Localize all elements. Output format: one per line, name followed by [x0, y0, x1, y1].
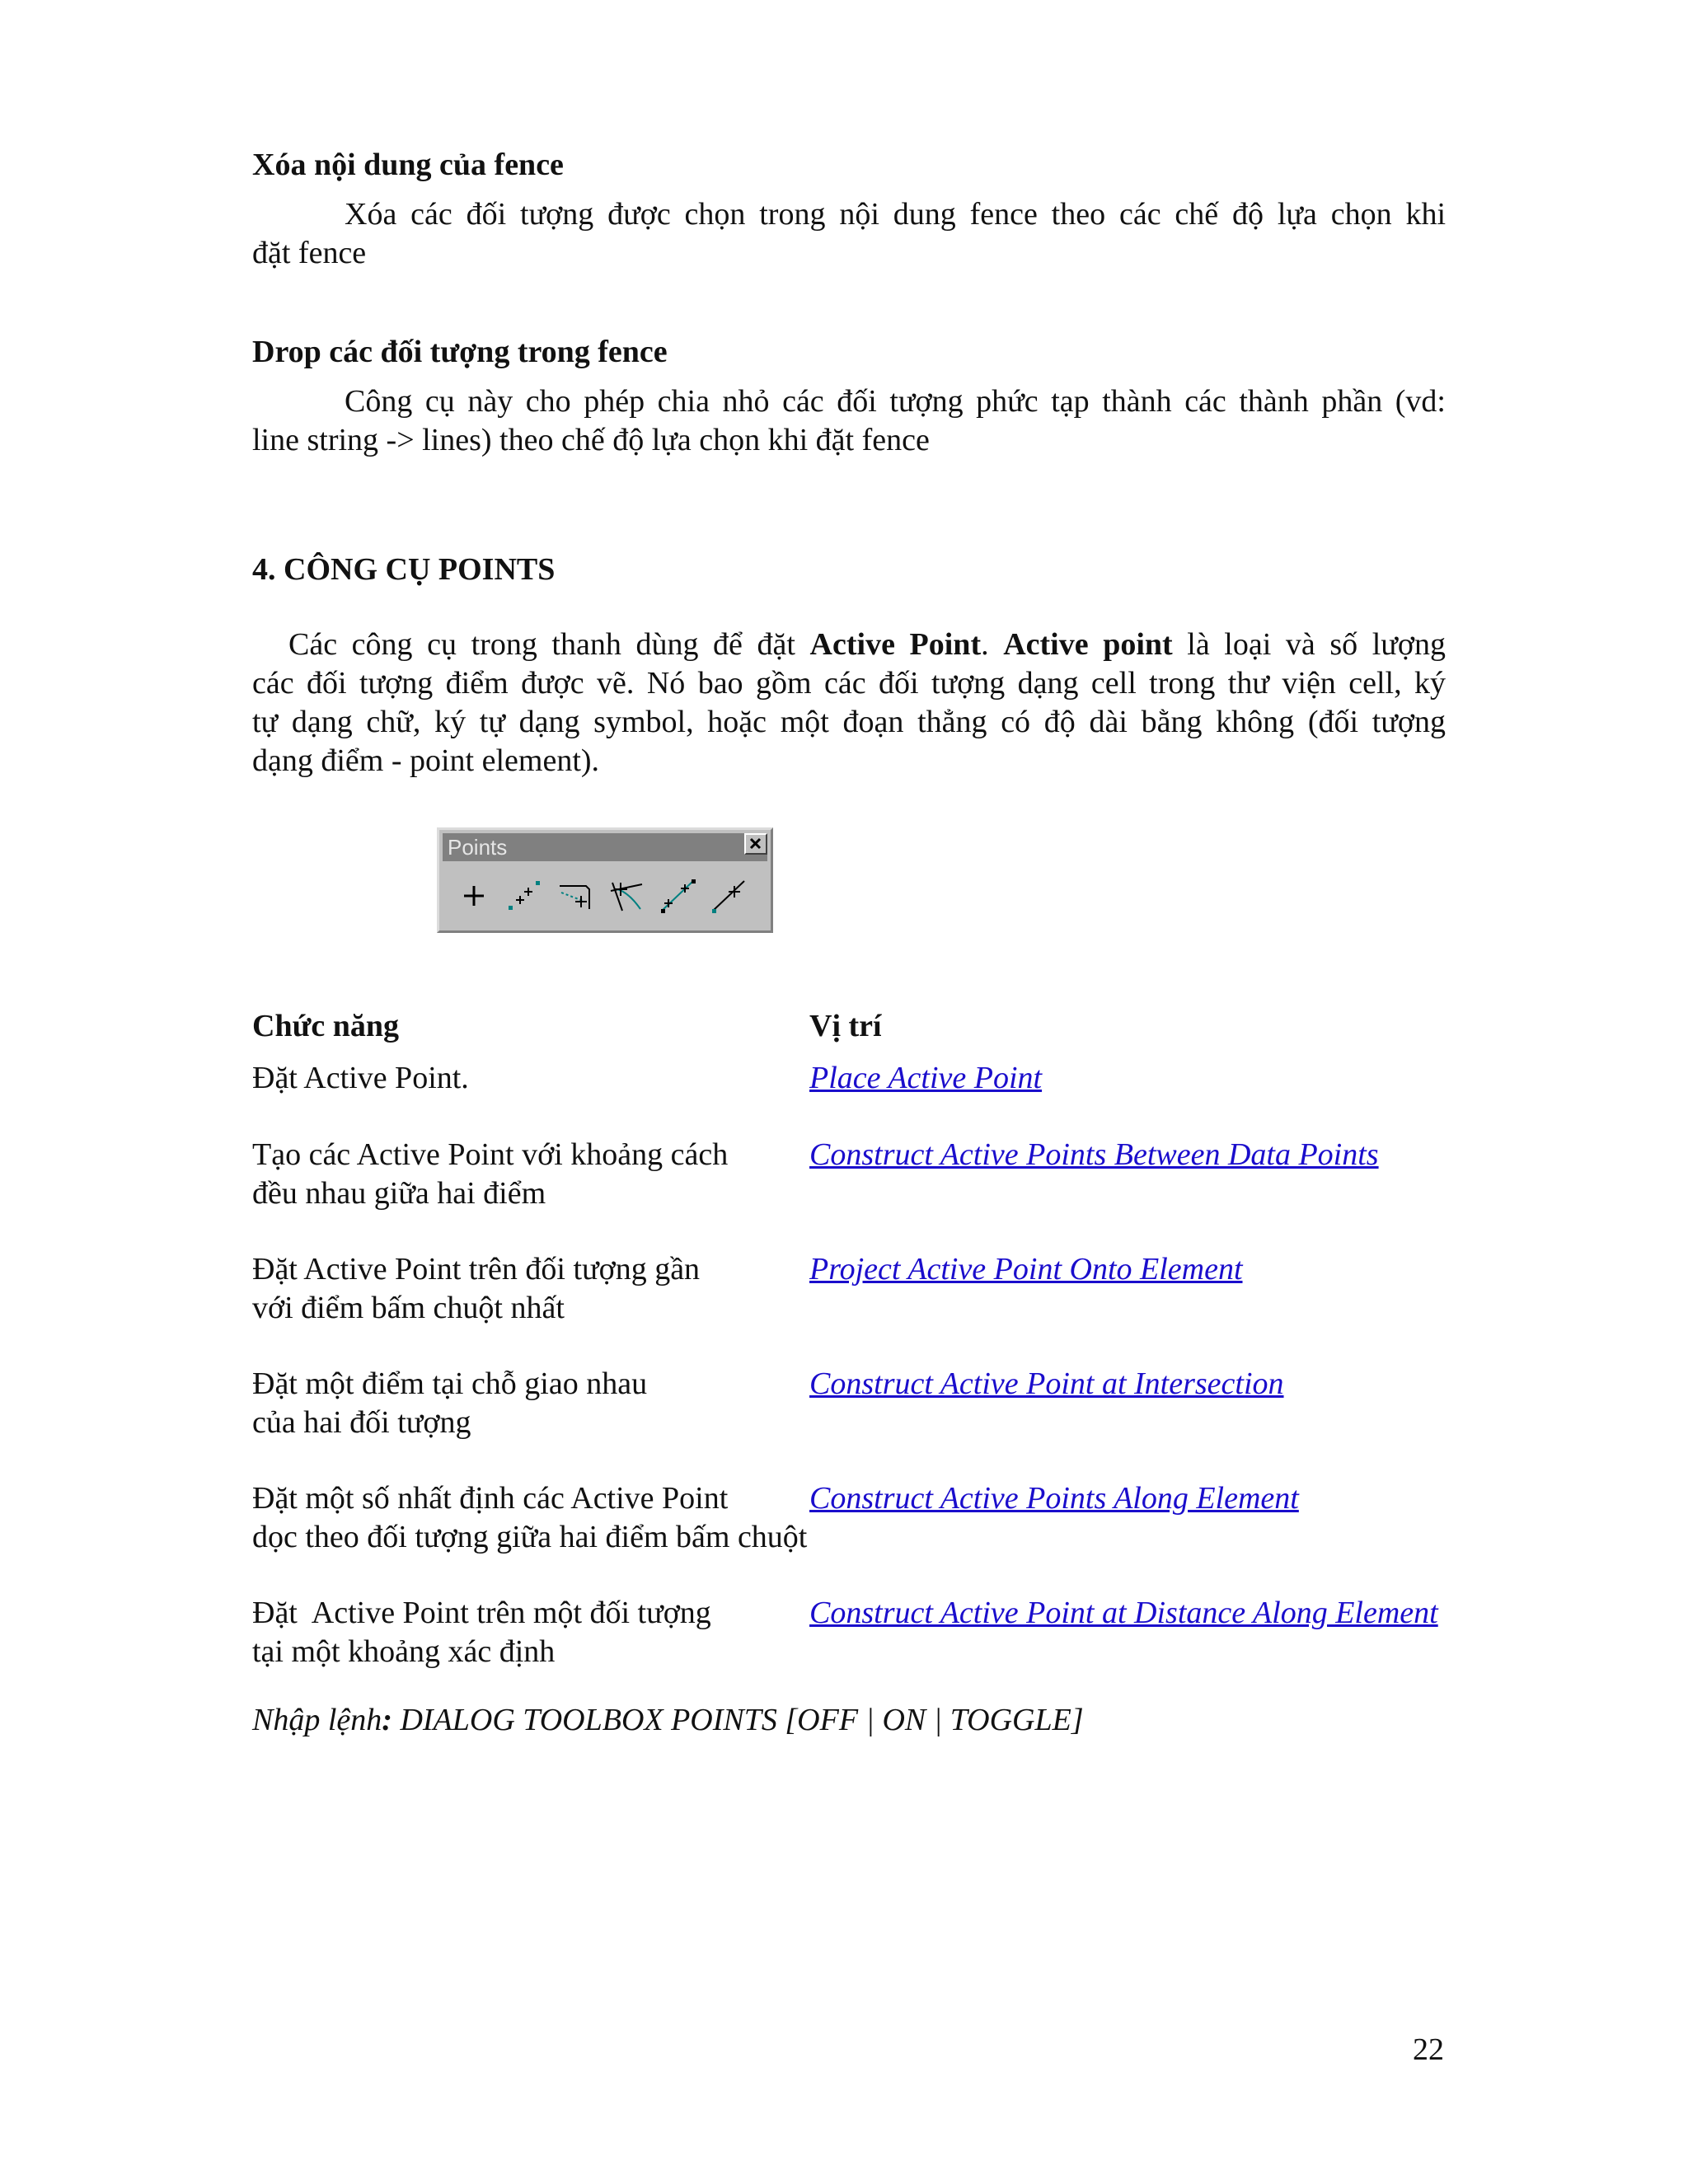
- table-row-function: Đặt Active Point trên đối tượng gần với điểm bấm chuột nhất: [252, 1252, 701, 1325]
- toolbar-title-bar[interactable]: [443, 833, 767, 861]
- table-header-location: Vị trí: [809, 1009, 882, 1043]
- intersection-point-icon[interactable]: [604, 873, 650, 919]
- points-along-element-icon[interactable]: [655, 873, 701, 919]
- section-body-delete-fence: Xóa các đối tượng được chọn trong nội dung fence theo các chế độ lựa chọn khi: [345, 197, 1446, 232]
- table-row-function: Đặt Active Point.: [252, 1061, 469, 1095]
- page-number: 22: [1413, 2032, 1444, 2067]
- toolbar-title: Points: [448, 835, 508, 860]
- points-intro-line-2: các đối tượng điểm được vẽ. Nó bao gồm các đối tượng dạng cell trong thư viện cell, ký: [252, 666, 1446, 701]
- points-section-heading: 4. CÔNG CỤ POINTS: [252, 552, 556, 587]
- section-heading-delete-fence: Xóa nội dung của fence: [252, 148, 564, 182]
- link-project-active-point[interactable]: Project Active Point Onto Element: [809, 1252, 1243, 1286]
- construct-points-between-icon[interactable]: [502, 873, 548, 919]
- table-row-function: Đặt Active Point trên một đối tượng tại một khoảng xác định: [252, 1596, 711, 1669]
- place-active-point-icon[interactable]: [451, 873, 497, 919]
- points-toolbar: [437, 827, 773, 933]
- points-intro-line-1: Các công cụ trong thanh dùng để đặt Active Point. Active point là loại và số lượng: [288, 627, 1446, 662]
- points-intro-line-4: dạng điểm - point element).: [252, 743, 600, 778]
- table-row-function: Đặt một số nhất định các Active Point dọc theo đối tượng giữa hai điểm bấm chuột: [252, 1481, 808, 1554]
- table-header-function: Chức năng: [252, 1009, 400, 1043]
- table-row-function: Tạo các Active Point với khoảng cách đều nhau giữa hai điểm: [252, 1137, 729, 1211]
- command-line: Nhập lệnh: DIALOG TOOLBOX POINTS [OFF | ON | TOGGLE]: [252, 1703, 1084, 1737]
- point-at-distance-icon[interactable]: [706, 873, 753, 919]
- section-body-delete-fence-last: đặt fence: [252, 236, 367, 270]
- points-intro-line-3: tự dạng chữ, ký tự dạng symbol, hoặc một đoạn thẳng có độ dài bằng không (đối tượng: [252, 705, 1446, 739]
- section-body-drop-fence: Công cụ này cho phép chia nhỏ các đối tượng phức tạp thành các thành phần (vd:: [345, 384, 1446, 419]
- section-heading-drop-fence: Drop các đối tượng trong fence: [252, 335, 668, 369]
- link-construct-active-points-between[interactable]: Construct Active Points Between Data Points: [809, 1137, 1379, 1172]
- link-construct-active-point-intersection[interactable]: Construct Active Point at Intersection: [809, 1366, 1284, 1401]
- table-row-function: Đặt một điểm tại chỗ giao nhau của hai đối tượng: [252, 1366, 648, 1440]
- section-body-drop-fence-last: line string -> lines) theo chế độ lựa chọn khi đặt fence: [252, 423, 930, 457]
- link-place-active-point[interactable]: Place Active Point: [809, 1061, 1043, 1095]
- project-point-icon[interactable]: [553, 873, 599, 919]
- link-construct-active-points-along[interactable]: Construct Active Points Along Element: [809, 1481, 1299, 1516]
- close-icon: [746, 835, 766, 853]
- link-construct-active-point-distance[interactable]: Construct Active Point at Distance Along Element: [809, 1596, 1438, 1630]
- toolbar-close-button[interactable]: [744, 833, 767, 855]
